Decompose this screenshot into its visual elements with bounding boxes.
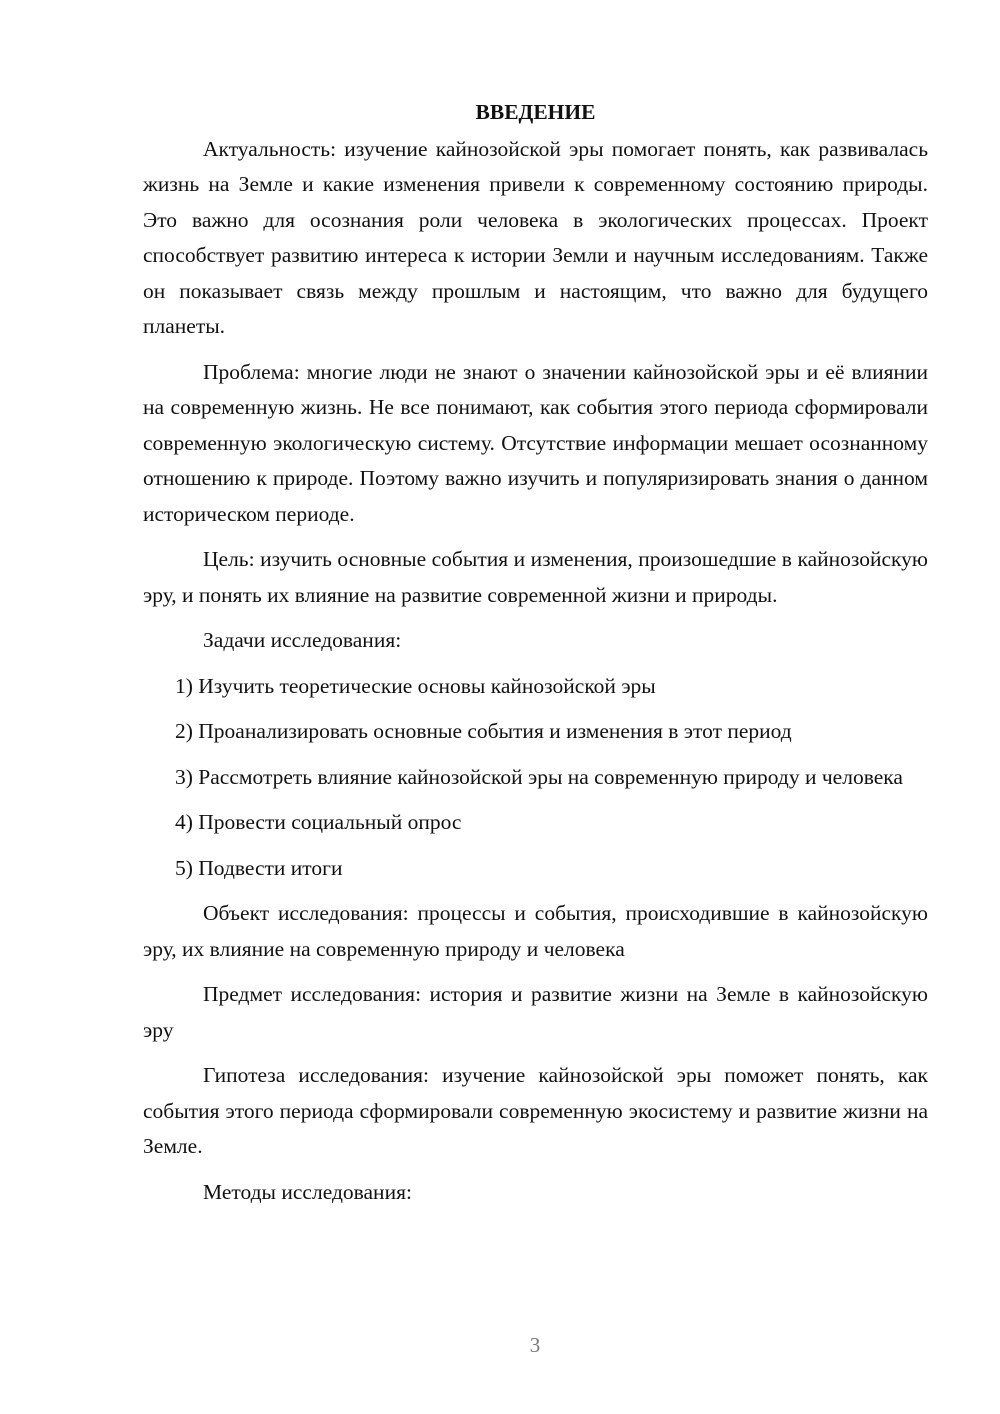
object-paragraph: Объект исследования: процессы и события, происходившие в кайнозойскую эру, их влияние на современную природу и человека xyxy=(143,901,928,961)
relevance-paragraph: Актуальность: изучение кайнозойской эры помогает понять, как развивалась жизнь на Земле и какие изменения привели к современному состоянию природы. Это важно для осознания роли человека в экологических процессах. Проект способствует развитию интереса к истории Земли и научным исследованиям. Также он показывает связь между прошлым и настоящим, что важно для будущего планеты. xyxy=(143,136,928,338)
goal-paragraph: Цель: изучить основные события и изменения, произошедшие в кайнозойскую эру, и понять их влияние на развитие современной жизни и природы. xyxy=(143,547,928,607)
task-item-4: 4) Провести социальный опрос xyxy=(175,810,462,834)
task-item-1: 1) Изучить теоретические основы кайнозойской эры xyxy=(175,673,656,698)
hypothesis-paragraph: Гипотеза исследования: изучение кайнозойской эры поможет понять, как события этого периода сформировали современную экосистему и развитие жизни на Земле. xyxy=(143,1063,928,1158)
tasks-heading: Задачи исследования: xyxy=(203,628,402,652)
section-title: ВВЕДЕНИЕ xyxy=(475,100,596,124)
problem-paragraph: Проблема: многие люди не знают о значении кайнозойской эры и её влиянии на современную жизнь. Не все понимают, как события этого периода сформировали современную экологическую систему. Отсутствие информации мешает осознанному отношению к природе. Поэтому важно изучить и популяризировать знания о данном историческом периоде. xyxy=(143,359,928,526)
document-page xyxy=(143,95,928,1220)
task-item-3: 3) Рассмотреть влияние кайнозойской эры на современную природу и человека xyxy=(175,764,903,789)
task-item-2: 2) Проанализировать основные события и изменения в этот период xyxy=(175,719,792,743)
methods-paragraph: Методы исследования: xyxy=(203,1179,412,1204)
task-item-5: 5) Подвести итоги xyxy=(175,855,343,880)
page-number: 3 xyxy=(529,1333,541,1357)
subject-paragraph: Предмет исследования: история и развитие жизни на Земле в кайнозойскую эру xyxy=(143,982,928,1042)
